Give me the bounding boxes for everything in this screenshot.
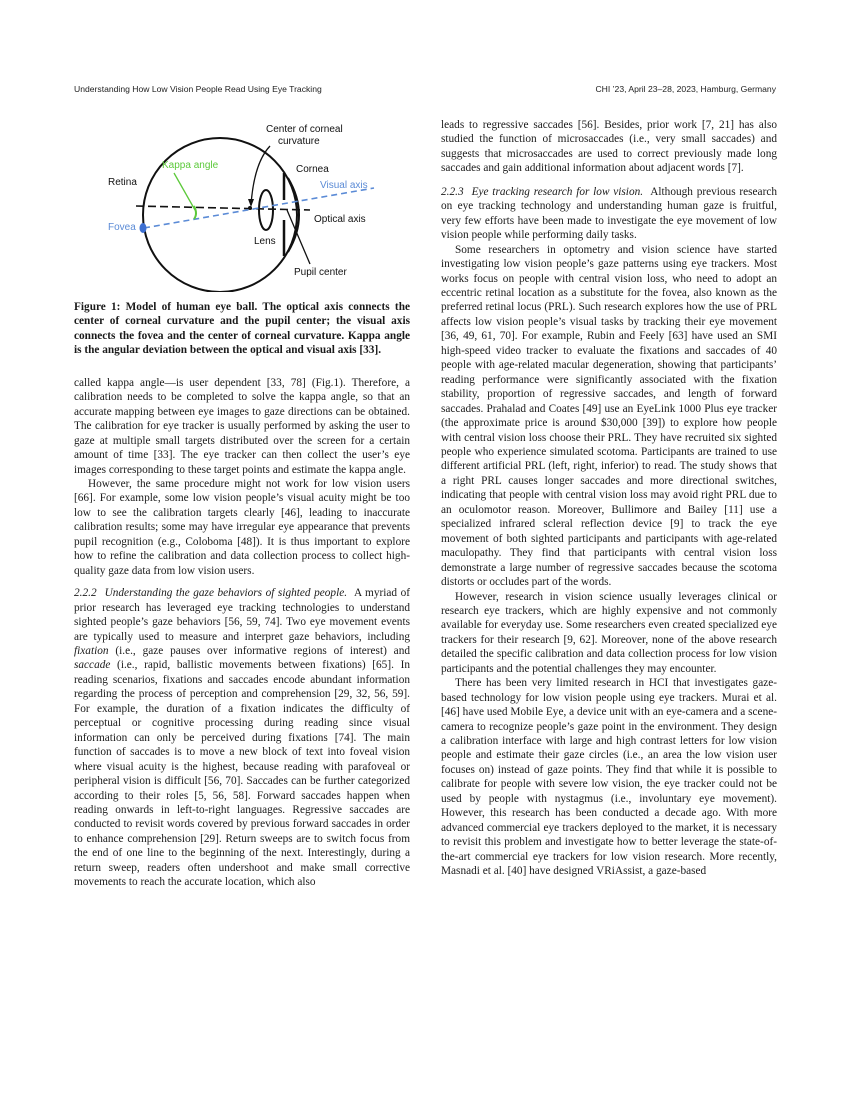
term-fixation: fixation <box>74 644 109 657</box>
term-saccade: saccade <box>74 659 111 672</box>
eye-diagram <box>74 118 410 292</box>
label-kappa-angle: Kappa angle <box>162 160 219 171</box>
right-paragraph-3: Some researchers in optometry and vision science have started investigating low vision people’s gaze patterns using eye trackers. Most works focus on people with central vision loss, who need to adopt an eccentric retinal location as a substitute for the fovea, also known as the preferred retinal locus (PRL). Such research explores how the use of PRL affects low vision people’s visual tasks by tracking their eye movement [36, 49, 61, 70]. For example, Rubin and Feely [63] have used an SMI high-speed video tracker to evaluate the fixations and saccades of 40 people with age-related macular degeneration, showing that participants’ reading performance were significantly associated with the fixation stability, proportion of regressive saccades, and length of forward saccades. Prahalad and Coates [49] use an EyeLink 1000 Plus eye tracker (the approximate price is around $30,000 [39]) to explore how people with central vision loss choose their PRL. They have recruited six sighted people who experience simulated scotoma. Participants are trained to use different artificial PRL (left, right, inferior) to read. The study shows that a right PRL causes longer saccades and more directional switches, indicating that people with central vision loss may avoid right PRL due to an oculomotor reason. Moreover, Bullimore and Bailey [11] use a specialized infrared scleral reflection device [9] to track the eye movement of both sighted participants and participants with age-related maculopathy. They find that participants with central vision loss demonstrate a large number of regressive saccades because the scotoma distorts or occludes part of the words. <box>441 243 777 589</box>
section-title: Eye tracking research for low vision. <box>471 185 644 198</box>
section-text-b: (i.e., gaze pauses over informative regions of interest) and <box>108 644 410 657</box>
right-paragraph-5: There has been very limited research in HCI that investigates gaze-based technology for low vision people using eye trackers. Murai et al. [46] have used Mobile Eye, a device unit with an eye-camera and a scene-camera to recognize people’s gaze point in the environment. They design a calibration interface with large and high contrast letters for low vision people and estimate their gaze circles (i.e., an area the low vision user focuses on) instead of gaze points. They find that while it is possible to calibrate for people with severe low vision, the eye tracker could not be used by people with nystagmus (i.e., involuntary eye movement). However, this research has been conducted a decade ago. With more advanced commercial eye trackers deployed to the market, it is necessary to revisit this problem and investigate how to better leverage the state-of-the-art commercial eye trackers for low vision research. More recently, Masnadi et al. [40] have designed VRiAssist, a gaze-based <box>441 677 777 878</box>
header-title: Understanding How Low Vision People Read Using Eye Tracking <box>74 84 322 94</box>
lens-shape <box>259 190 273 230</box>
label-optical-axis: Optical axis <box>314 214 366 225</box>
running-header <box>74 84 776 94</box>
optical-axis-line <box>136 206 310 210</box>
section-intro-text: Although previous research on eye tracking technology and understanding human gaze is fruitful, very few efforts have been made to investigate the eye movement of low vision people while performing daily tasks. <box>441 185 778 242</box>
section-2-2-3 <box>441 185 777 243</box>
label-corneal-center: Center of corneal <box>266 124 343 135</box>
kappa-pointer <box>174 173 195 210</box>
corneal-center-dot <box>248 206 252 210</box>
label-visual-axis: Visual axis <box>320 180 368 191</box>
section-text-a: A myriad of prior research has leveraged eye tracking technologies to understand sighted people’s gaze behaviors [56, 59, 74]. Two eye movement events are typically used to measure and interpret gaze behaviors, including <box>74 587 410 643</box>
figure-caption: Figure 1: Model of human eye ball. The optical axis connects the center of corneal curvature and the pupil center; the visual axis connects the fovea and the center of corneal curvature. Kappa angle is the angular deviation between the optical and visual axis [33]. <box>74 301 410 357</box>
section-text-c: (i.e., rapid, ballistic movements between fixations) [65]. In reading scenarios, fixations and saccades encode abundant information regarding the process of perception and comprehension [29, 32, 56, 59]. For example, the duration of a fixation indicates the difficulty of perceptual or cognitive processing during reading since visual information can only be perceived during fixations [74]. The main function of saccades is to move a new block of text into foveal vision where visual acuity is the highest, because reading with parafoveal or peripheral vision is difficult [56, 70]. Saccades can be further categorized according to their roles [5, 56, 58]. Forward saccades happen when reading onwards in left-to-right languages. Regressive saccades are conducted to revisit words covered by previous forward saccades in order to enhance comprehension [29]. Return sweeps are to switch focus from the end of one line to the beginning of the next. Interestingly, during a return sweep, readers often undershoot and make small corrective movements to reach the accurate location, which also <box>74 659 410 889</box>
left-paragraph-2: However, the same procedure might not work for low vision users [66]. For example, some low vision people’s visual acuity might be too low to see the calibration targets clearly [46], leading to inaccurate calibration results; some may have irregular eye appearance that prevents pupil recognition (e.g., Coloboma [48]). It is thus important to explore how to refine the calibration and data collection process to collect high-quality gaze data from low vision users. <box>74 477 410 577</box>
corneal-center-arrowhead <box>248 199 254 207</box>
right-paragraph-1: leads to regressive saccades [56]. Besides, prior work [7, 21] has also studied the function of microsaccades (i.e., very small saccades) and suggests that microsaccades are used to correct previously made long saccades and gain additional information about adjacent words [7]. <box>441 119 777 175</box>
right-column <box>441 118 777 879</box>
label-retina: Retina <box>108 177 137 188</box>
header-venue: CHI ’23, April 23–28, 2023, Hamburg, Germany <box>595 84 776 94</box>
label-cornea: Cornea <box>296 164 329 175</box>
section-title: Understanding the gaze behaviors of sighted people. <box>104 587 348 600</box>
section-2-2-2 <box>74 586 410 890</box>
section-number: 2.2.3 <box>441 185 464 198</box>
left-paragraph-1: called kappa angle—is user dependent [33, 78] (Fig.1). Therefore, a calibration needs to be completed to solve the kappa angle, so that an accurate mapping between eye images to gaze directions can be obtained. The calibration for eye tracker is usually performed by asking the user to gaze at multiple small targets distributed over the screen for a certain amount of time [33]. The eye tracker can then collect the user’s eye images corresponding to these target points and estimate the kappa angle. <box>74 376 410 476</box>
fovea-dot <box>140 223 147 233</box>
label-pupil-center: Pupil center <box>294 267 347 278</box>
label-fovea: Fovea <box>108 222 136 233</box>
label-lens: Lens <box>254 236 276 247</box>
left-column <box>74 118 410 890</box>
label-curvature: curvature <box>278 136 320 147</box>
right-paragraph-4: However, research in vision science usually leverages clinical or research eye trackers, which are highly expensive and not commonly available for everyday use. Some researchers even created specialized eye trackers for their research [9, 62]. Moreover, none of the above research detailed the specific calibration and data collection process for low vision participants and the potential challenges they may encounter. <box>441 590 777 675</box>
section-number: 2.2.2 <box>74 587 97 600</box>
eye-model-figure <box>74 118 410 292</box>
